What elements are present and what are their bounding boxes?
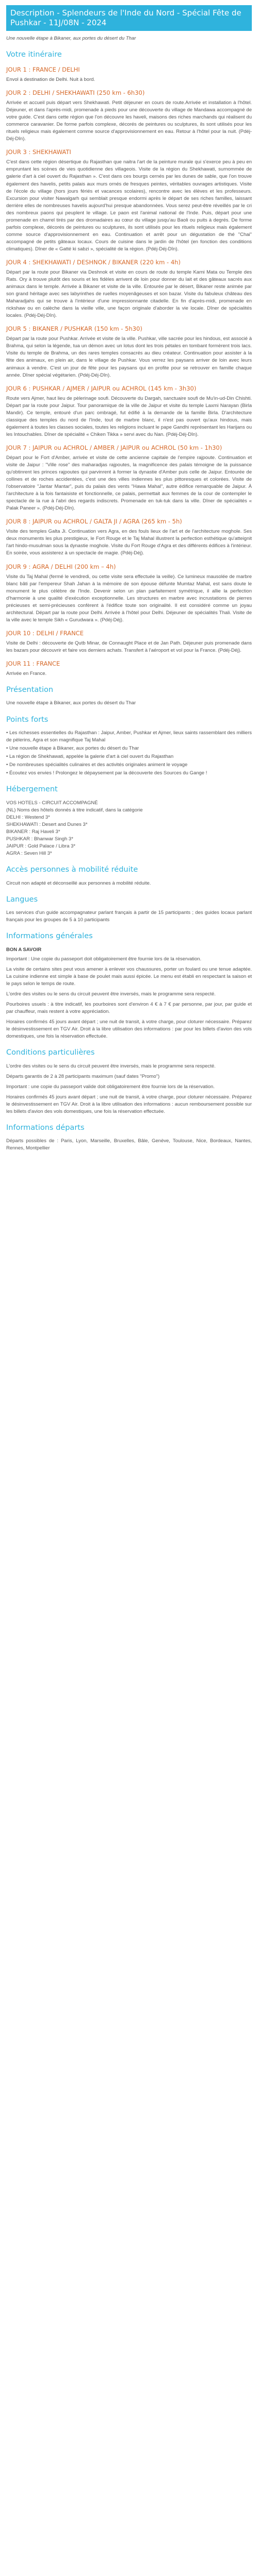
highlight-item: • Les richesses essentielles du Rajasthan : Jaipur, Amber, Pushkar et Ajmer, lieux saints rassemblant des milliers de pèlerins, Agra et son magnifique Taj Mahal: [6, 730, 252, 743]
hotels-list: [6, 800, 252, 857]
day-description: Départ pour le Fort d'Amber, arrivée et visite de cette ancienne capitale de l'empire rajpoute. Continuation et visite de Jaipur : "Ville rose" des maharadjas rajpoutes, la magnificence des palais témoigne de la puissance qu'obtinrent les princes rajpoutes qui parvinrent à former la dynastie d'Amber puis celle de Jaipur. Entourée de collines et de roches accidentées, c'est une des villes indiennes les plus pittoresques et colorées. Visite de l'observatoire "Jantar Mantar", puis du palais des vents "Hawa Mahal", autre édifice remarquable de Jaipur. À l'architecture à la fois fantaisiste et fonctionnelle, ce palais, permettait aux femmes de la cour de contempler le spectacle de la rue à l'abri des regards indiscrets. Promenade en tuk-tuk dans la ville. Dîner de spécialités « Palak Paneer ». (Pdéj-Déj-Dîn).: [6, 454, 252, 512]
day-description: Départ par la route pour Bikaner via Deshnok et visite en cours de route du temple Karni Mata ou Temple des Rats. Ory à trouve plutôt des souris et les fidèles arrivent de loin pour donner du lait et des gâteaux sacrés aux animaux dans le temple. Arrivée à Bikaner et visite de la ville. Entourée par le désert, Bikaner reste animée par son grand héritage avec ses labyrinthes de ruelles moyenâgeuses et son bazar. Visite du fabuleux château des Maharadjahs qui se trouve à l'intérieur d'une impressionnante citadelle. En fin d'après-midi, promenade en rickshaw ou en calèche dans la vieille ville, une façon originale d'aborder la vie locale. Dîner de spécialités locales. (Pdéj-Déj-Dîn).: [6, 269, 252, 319]
departure-info-heading: Informations départs: [6, 1123, 85, 1132]
condition-paragraph: L'ordre des visites ou le sens du circuit peuvent être inversés, mais le programme sera respecté.: [6, 1063, 216, 1069]
general-info-paragraphs: [6, 956, 252, 1040]
hotel-line: JAIPUR : Gold Palace / Libra 3*: [6, 843, 76, 849]
accessibility-text: Circuit non adapté et déconseillé aux personnes à mobilité réduite.: [6, 880, 151, 886]
highlights-heading: Points forts: [6, 715, 49, 724]
general-info-heading: Informations générales: [6, 932, 93, 941]
highlight-item: • La région de Shekhawati, appelée la galerie d'art à ciel ouvert du Rajasthan: [6, 754, 174, 760]
itinerary-days: [6, 65, 252, 677]
general-info-paragraph: Horaires confirmés 45 jours avant départ ; une nuit de transit, à votre charge, pour cloturer nécessaire. Préparez le désinvestissement en TGV Air. Droit à la libre utilisation des informations : par pour les billets d'avion des vols domestiques, une fois la réservation effectuée.: [6, 1019, 252, 1040]
presentation-heading: Présentation: [6, 686, 54, 694]
general-info-paragraph: Pourboires usuels : à titre indicatif, les pourboires sont d'environ 4 € à 7 € par personne, par jour, par guide et par chauffeur, mais restent à votre appréciation.: [6, 1001, 252, 1014]
languages-text: Les services d'un guide accompagnateur parlant français à partir de 15 participants ; des guides locaux parlant français pour les groupes de 5 à 10 participants: [6, 910, 252, 923]
day-description: Envol à destination de Delhi. Nuit à bord.: [6, 77, 95, 83]
day-title: JOUR 7 : JAIPUR ou ACHROL / AMBER / JAIPUR ou ACHROL (50 km - 1h30): [6, 444, 222, 451]
languages-heading: Langues: [6, 895, 38, 904]
hotel-line: DELHI : Westend 3*: [6, 814, 50, 820]
highlight-item: • Une nouvelle étape à Bikaner, aux portes du désert du Thar: [6, 745, 139, 752]
day-title: JOUR 11 : FRANCE: [6, 659, 60, 667]
hotel-line: AGRA : Seven Hill 3*: [6, 851, 52, 857]
conditions-paragraphs: [6, 1063, 252, 1115]
condition-paragraph: Horaires confirmés 45 jours avant départ ; une nuit de transit, à votre charge, pour cloturer nécessaire. Préparez le désinvestissement en TGV Air. Droit à la libre utilisation des informations : aucun remboursement possible sur les billets d'avion des vols domestiques, une fois la réservation effectuée.: [6, 1094, 252, 1114]
day-title: JOUR 6 : PUSHKAR / AJMER / JAIPUR ou ACHROL (145 km - 3h30): [6, 384, 197, 392]
condition-paragraph: Important : une copie du passeport valide doit obligatoirement être fournie lors de la réservation.: [6, 1083, 215, 1090]
page: [0, 0, 258, 1166]
day-title: JOUR 8 : JAIPUR ou ACHROL / GALTA JI / AGRA (265 km - 5h): [6, 518, 182, 526]
hebergement-heading: Hébergement: [6, 785, 58, 794]
general-info-paragraph: La visite de certains sites peut vous amener à enlever vos chaussures, porter un foulard ou une tenue adaptée. La cuisine indienne est simple à base de poulet mais aussi épicée. Le menu est établi en respectant la saison et le pays selon le temps de route.: [6, 966, 252, 987]
hotel-line: VOS HOTELS - CIRCUIT ACCOMPAGNÉ: [6, 800, 98, 806]
day-description: Visite du Taj Mahal (fermé le vendredi, ou cette visite sera effectuée la veille). Ce lumineux mausolée de marbre blanc bâti par l'empereur Shah Jahan à la mémoire de son épouse défunte Mumtaz Mahal, est sans doute le monument le plus célèbre de l'Inde. Devenir selon un plan parfaitement symétrique, il allie la perfection d'harmonie à une qualité d'exécution exceptionnelle. Les structures en marbre avec incrustations de pierres précieuses et semi-précieuses confèrent à l'édifice toute son originalité. Il est considéré comme un joyau architectural. Départ par la route pour Delhi. Arrivée à l'hôtel pour Delhi. Déjeuner de spécialités Thali. Visite de la ville avec le temple Sikh « Gurudwara ». (Pdéj-Déj).: [6, 573, 252, 623]
departure-info-text: Départs possibles de : Paris, Lyon, Marseille, Bruxelles, Bâle, Genève, Toulouse, Nice, Bordeaux, Nantes, Rennes, Montpellier: [6, 1138, 252, 1151]
day-description: Arrivée en France.: [6, 670, 47, 676]
hotel-line: PUSHKAR : Bhanwar Singh 3*: [6, 836, 73, 842]
general-info-paragraph: Important : Une copie du passeport doit obligatoirement être fournie lors de la réservation.: [6, 956, 202, 962]
page-title: Description - Splendeurs de l'Inde du Nord - Spécial Fête de Pushkar - 11J/08N - 2024: [10, 8, 241, 27]
day-description: Départ par la route pour Pushkar. Arrivée et visite de la ville. Pushkar, ville sacrée pour les hindous, est associé à Brahma, qui selon la légende, tua un démon avec un lotus dont les trois pétales en tombant formèrent trois lacs. Visite du temple de Brahma, un des rares temples consacrés au dieu créateur. Continuation pour assister à la fête des animaux, en plein air, dans le village de Pushkar. Vous verrez les paysans arriver de loin avec leurs animaux à vendre. C'est un jour de fête pour les paysans qui en profite pour se retrouver en famille chaque année. Dîner spécial végétarien. (Pdéj-Déj-Dîn).: [6, 336, 252, 378]
itinerary-heading: Votre itinéraire: [6, 50, 62, 59]
conditions-heading: Conditions particulières: [6, 1048, 95, 1057]
presentation-text: Une nouvelle étape à Bikaner, aux portes du désert du Thar: [6, 700, 136, 706]
condition-paragraph: Départs garantis de 2 à 28 participants maximum (sauf dates "Promo"): [6, 1073, 160, 1079]
general-info-paragraph: L'ordre des visites ou le sens du circuit peuvent être inversés, mais le programme sera respecté.: [6, 991, 216, 997]
day-description: C'est dans cette région désertique du Rajasthan que naitra l'art de la peinture murale qui s'exerce peu à peu en empruntant les scènes de vies quotidienne des villageois. Visite de la région du Shekhawati, surnommée de galerie d'art à ciel ouvert du Rajasthan ». C'est dans ces bourgs cernés par les dunes de sable, que l'on trouve également des havelis, petits palais aux murs ornés de fresques peintes, véritables ouvrages artistiques. Visite de l'école du village (hors jours fériés et vacances scolaires), rencontre avec les élèves et les professeurs. Excursion pour visiter Nawalgarh qui semblait presque endormi après le départ de ses riches familles, laissant derrière elles de nombreuses havelis aujourd'hui presque abandonnées. Vous serez peut-être réveillés par le cri des nombreux paons qui peuplent le village. Le paon est l'animal national de l'Inde. Puis, départ pour une promenade en charrel tirés par des dromadaires au cœur du village jusqu'au Baoli ou puits à degrés. De forme parfois complexe, décorés de peintures ou sculptures, ils sont utilisés pour les rituels religieux mais également comme source d'approvisionnement en eau. Continuation et arrêt pour un dégustation de thé "Chai" accompagné de petits gâteaux locaux. Cours de cuisine dans le jardin de l'hôtel (en fonction des conditions climatiques). Dîner de « Gatté ki sabzi », spécialité de la région. (Pdéj-Déj-Dîn).: [6, 159, 252, 252]
day-description: Arrivée et accueil puis départ vers Shekhawati. Petit déjeuner en cours de route.Arrivée et installation à l'hôtel. Déjeuner, et dans l'après-midi, promenade à pieds pour une découverte du village de Mandawa accompagné de votre guide. C'est dans cette région que l'on découvre les haveli, maisons des riches marchands qui réalisent du commerce caravanier. De forme parfois complexe, décorés de peintures ou sculptures, ils sont utilisés pour les rituels religieux mais également comme source d'approvisionnement en eau. Retour à l'hôtel pour la nuit. (Pdéj-Déj-Dîn).: [6, 100, 252, 142]
day-title: JOUR 2 : DELHI / SHEKHAWATI (250 km - 6h30): [6, 89, 145, 97]
hotel-line: BIKANER : Raj Haveli 3*: [6, 828, 60, 835]
day-title: JOUR 10 : DELHI / FRANCE: [6, 629, 84, 637]
day-title: JOUR 1 : FRANCE / DELHI: [6, 66, 80, 73]
day-title: JOUR 3 : SHEKHAWATI: [6, 148, 71, 156]
accessibility-heading: Accès personnes à mobilité réduite: [6, 866, 138, 874]
day-title: JOUR 4 : SHEKHAWATI / DESHNOK / BIKANER (220 km - 4h): [6, 258, 181, 266]
day-description: Visite des temples Galta Ji. Continuation vers Agra, en des fouls lieux de l'art et de l'architecture moghole. Ses deux monuments les plus prestigieux, le Fort Rouge et le Taj Mahal illustrent la perfection esthétique qu'atteignit l'art hindo-musulman sous la dynastie moghole. Visite du Fort Rouge d'Agra et des différents édifices à l'intérieur. En soirée, vous assisterez à un spectacle de magie. (Pdéj-Déj).: [6, 529, 252, 556]
hotel-line: (NL) Noms des hôtels donnés à titre indicatif, dans la catégorie: [6, 807, 143, 813]
day-title: JOUR 5 : BIKANER / PUSHKAR (150 km - 5h30): [6, 325, 142, 333]
good-to-know-subheading: BON A SAVOIR: [6, 946, 42, 953]
title-banner: [6, 5, 252, 31]
highlight-item: • Écoutez vos envies ! Prolongez le dépaysement par la découverte des Sources du Gange !: [6, 770, 207, 776]
day-title: JOUR 9 : AGRA / DELHI (200 km – 4h): [6, 563, 116, 570]
day-description: Visite de Delhi : découverte de Qutb Minar, de Connaught Place et de Jan Path. Déjeuner puis promenade dans les bazars pour découvrir et faire vos derniers achats. Transfert à l'aéroport et vol pour la France. (Pdéj-Déj).: [6, 640, 252, 653]
highlights-list: [6, 730, 252, 777]
hotel-line: SHEKHAWATI : Desert and Dunes 3*: [6, 821, 88, 827]
intro-text: Une nouvelle étape à Bikaner, aux portes du désert du Thar: [6, 35, 136, 41]
highlight-item: • De nombreuses spécialités culinaires et des activités originales animent le voyage: [6, 762, 188, 768]
day-description: Route vers Ajmer, haut lieu de pèlerinage soufi. Découverte du Dargah, sanctuaire soufi de Mu'in-ud-Din Chishti. Départ par la route pour Jaipur. Tour panoramique de la ville de Jaipur et visite du temple Laxmi Narayan (Birla Mandir). Ce temple, entouré d'un parc ombragé, fut édifié à la demande de la famille Birla. D'architecture classique des temples du nord de l'Inde, tout de marbre blanc, il n'est pas ouvert qu'aux hindous, mais également à toutes les classes sociales, toutes les religions incluant le pape Gandhi représentant les Harijans ou les Intouchables. Dîner de spécialité « Chiken Tikka » servi avec du Nan. (Pdéj-Déj-Dîn).: [6, 395, 252, 437]
